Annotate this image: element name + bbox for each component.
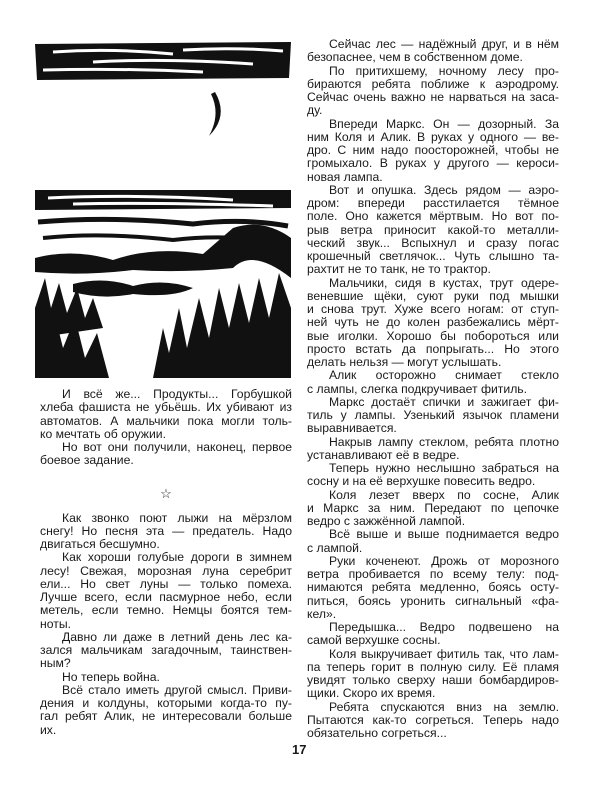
text-line: новая лампа. [307,169,383,184]
text-line: ду. [307,103,323,118]
paragraph [40,388,292,441]
text-line: ведро с зажжённой лампой. [307,514,466,528]
illustration-winter-forest [33,188,293,378]
left-column [40,388,292,737]
text-line: и снова трут. Хуже всего ногам: от ступ- [307,302,559,316]
text-line: ноты. [40,616,71,631]
text-line: безопаснее, чем в собственном доме. [307,50,523,65]
text-line: зался мальчикам загадочным, таинствен- [40,643,292,657]
paragraph [40,551,292,631]
text-line: щики. Скоро их время. [307,686,436,701]
paragraph [307,369,559,396]
text-line: ко мечтать об оружии. [40,426,166,441]
text-line: Но вот они получили, наконец, первое [62,440,292,454]
text-line: громыхало. В руках у другого — кероси- [307,156,559,171]
text-line: боевое задание. [40,453,134,468]
text-line: нимаются ребята медленно, боясь осту- [307,580,559,595]
text-line: вые иголки. Хорошо бы побороться или [307,328,559,343]
paragraph [307,436,559,463]
text-line: увидят только сверху наши бомбардиров- [307,673,559,687]
paragraph [40,631,292,671]
text-line: и Маркс за ним. Передают по цепочке [307,500,559,515]
text-line: Накрыв лампу стеклом, ребята плотно [329,434,559,449]
text-line: Как звонко поют лыжи на мёрзлом [62,510,292,525]
text-line: дро. С ним надо поосторожней, чтобы не [307,143,559,157]
text-line: Ребята спускаются вниз на землю. [329,699,559,714]
text-line: Вот и опушка. Здесь рядом — аэро- [329,182,559,197]
text-line: И всё же... Продукты... Горбушкой [62,387,292,401]
text-line: их. [40,722,57,737]
text-line: Всё стало иметь другой смысл. Приви- [62,682,292,697]
paragraph [307,621,559,648]
text-line: самой верхушке сосны. [307,633,441,648]
text-line: Сейчас очень важно не нарваться на заса- [307,90,559,104]
paragraph [307,184,559,277]
text-line: крошечный светлячок... Чуть слышно та- [307,249,559,263]
paragraph [307,528,559,555]
text-line: Руки коченеют. Дрожь от морозного [329,553,559,568]
text-line: Сейчас лес — надёжный друг, и в нём [329,37,559,51]
text-line: метель, если темно. Немцы боятся тем- [40,603,292,618]
text-line: ней чуть не до колен разбежались мёрт- [307,315,559,330]
text-line: устанавливают её в ведре. [307,447,460,462]
text-line: тиль у лампы. Узенький язычок пламени [307,408,559,422]
text-line: делать нельзя — могут услышать. [307,355,502,369]
left-text-after-ornament [40,512,292,737]
paragraph [307,118,559,184]
section-break-star-ornament: ☆ [160,485,172,501]
text-line: па теперь горит в полную силу. Её пламя [307,659,559,674]
text-line: Как хороши голубые дороги в зимнем [62,550,292,565]
text-line: Коля лезет вверх по сосне, Алик [329,487,559,502]
text-line: с лампы, слегка подкручивает фитиль. [307,381,528,396]
text-line: Алик осторожно снимает стекло [329,368,559,383]
text-line: снегу! Но песня эта — предатель. Надо [40,523,292,538]
text-line: лесу! Свежая, морозная луна серебрит [40,563,292,578]
illustration-night-sky-strip [33,38,293,188]
text-line: ветра пробивается по всему телу: под- [307,567,559,581]
left-text-before-ornament [40,388,292,468]
text-line: Коля выкручивает фитиль так, что лам- [329,646,559,661]
text-line: кел». [307,606,337,621]
text-line: ели... Но свет луны — только помеха. [40,576,292,591]
text-line: поле. Оно кажется мёртвым. Но вот по- [307,209,559,224]
text-line: веневшие щёки, суют руки под мышки [307,288,559,303]
paragraph [307,701,559,741]
text-line: Впереди Маркс. Он — дозорный. За [329,116,559,131]
text-line: По притихшему, ночному лесу про- [329,63,559,78]
paragraph [307,65,559,118]
paragraph [307,396,559,436]
text-line: питься, боясь уронить сигнальный «фа- [307,593,559,608]
paragraph [40,684,292,737]
text-line: двигаться бесшумно. [40,537,160,551]
text-line: дения и колдуны, которыми когда-то пу- [40,696,292,710]
paragraph [307,489,559,529]
text-line: ним Коля и Алик. В руках у одного — ве- [307,129,559,144]
text-line: выравнивается. [307,421,397,436]
text-line: Пытаются как-то согреться. Теперь надо [307,712,559,727]
paragraph [307,277,559,370]
paragraph [40,441,292,468]
text-line: Теперь нужно неслышно забраться на [329,461,559,475]
paragraph [307,462,559,489]
text-line: Маркс достаёт спички и зажигает фи- [329,394,559,409]
text-line: Давно ли даже в летний день лес ка- [62,629,292,644]
text-line: просто встать да попрыгать... Но этого [307,341,559,356]
text-line: сосну и на её верхушке повесить ведро. [307,474,536,489]
text-line: ческий звук... Вспыхнул и сразу погас [307,235,559,250]
text-line: дром: впереди расстилается тёмное [307,196,559,210]
text-line: Мальчики, сидя в кустах, трут одере- [329,275,559,290]
text-line: гал ребят Алик, не интересовали больше [40,709,292,724]
paragraph [307,38,559,65]
text-line: ным? [40,656,71,671]
text-line: автоматов. А мальчики пока могли толь- [40,413,292,428]
text-line: Передышка... Ведро подвешено на [329,620,559,634]
paragraph [307,648,559,701]
text-line: Но теперь война. [62,669,160,684]
paragraph [40,512,292,552]
text-line: с лампой. [307,540,363,555]
text-line: обязательно согреться... [307,726,447,740]
text-line: бираются ребята поближе к аэродрому. [307,76,559,91]
moon-icon [209,92,221,136]
paragraph [40,671,292,684]
paragraph [307,555,559,621]
text-line: рыв ветра приносит какой-то металли- [307,222,559,237]
text-line: Всё выше и выше поднимается ведро [329,527,559,542]
text-line: Лучше всего, если пасмурное небо, если [40,590,292,604]
right-column [307,38,559,740]
text-line: хлеба фашиста не убьёшь. Их убивают из [40,400,292,415]
text-line: рахтит не то танк, не то трактор. [307,262,491,277]
page-number: 17 [292,742,307,757]
